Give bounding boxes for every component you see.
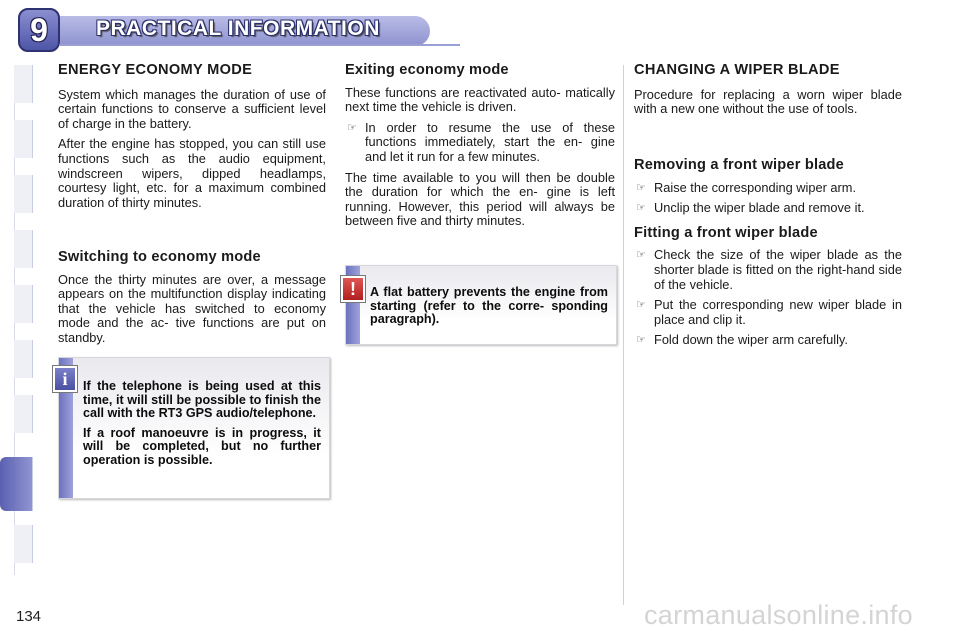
warning-icon: ! — [341, 276, 365, 302]
bullet-item — [634, 298, 902, 327]
page-title: PRACTICAL INFORMATION — [96, 17, 380, 40]
header-underline — [60, 44, 460, 46]
page-number: 134 — [16, 608, 42, 625]
chapter-tabs — [0, 65, 32, 575]
column-left-lower — [58, 250, 326, 352]
info-paragraph: If a roof manoeuvre is in progress, it will be completed, but no further operation is possible. — [83, 425, 321, 467]
chapter-tab[interactable] — [14, 525, 33, 563]
subsection-heading: Fitting a front wiper blade — [634, 224, 818, 241]
subsection-heading: Switching to economy mode — [58, 249, 261, 265]
bullet-text: Raise the corresponding wiper arm. — [654, 179, 857, 195]
subsection-heading: Exiting economy mode — [345, 62, 509, 78]
chapter-tab-active[interactable] — [0, 457, 33, 511]
bullet-item — [634, 181, 902, 196]
pointing-hand-icon: ☞ — [636, 299, 646, 312]
chapter-tab[interactable] — [14, 175, 33, 213]
pointing-hand-icon: ☞ — [347, 121, 357, 134]
paragraph: Once the thirty minutes are over, a message appears on the multifunction display indicating that the vehicle has switched to economy mode and the ac- tive functions are put on standby. — [58, 271, 326, 345]
column-middle — [345, 63, 615, 235]
info-box — [58, 357, 330, 499]
info-paragraph: If the telephone is being used at this time, it will still be possible to finish the call with the RT3 GPS audio/telephone. — [83, 379, 321, 421]
subsection-heading: Removing a front wiper blade — [634, 157, 844, 173]
bullet-item — [634, 333, 902, 348]
column-divider — [623, 65, 624, 605]
bullet-item — [345, 121, 615, 165]
chapter-tab[interactable] — [14, 65, 33, 103]
bullet-item — [634, 201, 902, 216]
chapter-tab[interactable] — [14, 285, 33, 323]
warning-paragraph: A flat battery prevents the engine from starting (refer to the corre- sponding paragraph). — [370, 285, 608, 327]
bullet-item — [634, 248, 902, 292]
info-icon: i — [53, 366, 77, 392]
paragraph: Procedure for replacing a worn wiper blade with a new one without the use of tools. — [634, 86, 902, 117]
pointing-hand-icon: ☞ — [636, 202, 646, 215]
warning-box — [345, 265, 617, 345]
bullet-text: Fold down the wiper arm carefully. — [654, 332, 848, 348]
chapter-tab[interactable] — [14, 395, 33, 433]
bullet-text: Put the corresponding new wiper blade in place and clip it. — [654, 297, 902, 327]
chapter-tab[interactable] — [14, 230, 33, 268]
bullet-text: Check the size of the wiper blade as the shorter blade is fitted on the right-hand side of the vehicle. — [654, 247, 902, 292]
pointing-hand-icon: ☞ — [636, 181, 646, 194]
paragraph: The time available to you will then be double the duration for which the en- gine is left running. However, this period will always be between five and thirty minutes. — [345, 169, 615, 229]
bullet-text: Unclip the wiper blade and remove it. — [654, 200, 865, 216]
section-heading: ENERGY ECONOMY MODE — [58, 62, 253, 78]
paragraph: These functions are reactivated auto- matically next time the vehicle is driven. — [345, 84, 615, 115]
chapter-number: 9 — [30, 11, 48, 48]
pointing-hand-icon: ☞ — [636, 249, 646, 262]
chapter-tab[interactable] — [14, 340, 33, 378]
info-box-text — [83, 380, 321, 474]
column-right-steps — [634, 158, 902, 354]
chapter-tab[interactable] — [14, 120, 33, 158]
paragraph: System which manages the duration of use of certain functions to conserve a sufficient level of charge in the battery. — [58, 86, 326, 131]
section-heading: CHANGING A WIPER BLADE — [634, 62, 840, 78]
paragraph: After the engine has stopped, you can still use functions such as the audio equipment, windscreen wipers, dipped headlamps, courtesy light, etc. for a maximum combined duration of thirty minutes. — [58, 136, 326, 210]
chapter-badge — [18, 8, 60, 52]
pointing-hand-icon: ☞ — [636, 334, 646, 347]
warning-box-text — [370, 286, 608, 333]
watermark: carmanualsonline.info — [644, 600, 913, 630]
column-right — [634, 63, 902, 123]
bullet-text: In order to resume the use of these functions immediately, start the en- gine and let it run for a few minutes. — [365, 119, 615, 164]
column-left — [58, 63, 326, 216]
